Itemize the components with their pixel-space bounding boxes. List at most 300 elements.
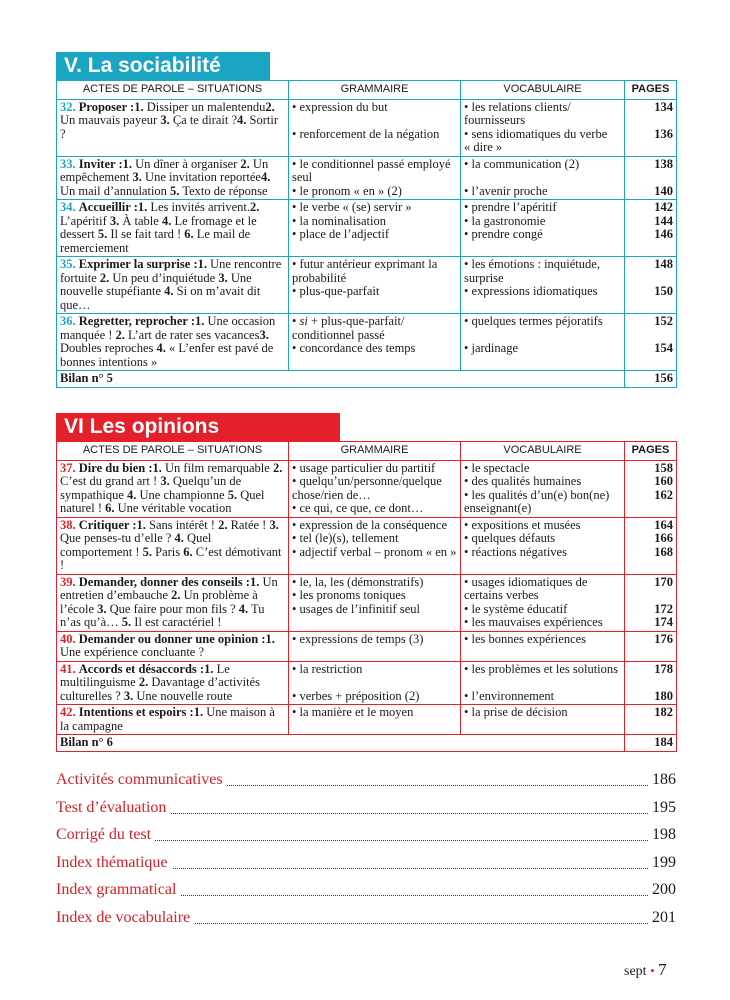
pages-cell-line: 136 bbox=[654, 126, 673, 141]
grammaire-cell-line: • quelqu’un/personne/quelque bbox=[292, 474, 442, 488]
situation-number: 6. bbox=[183, 544, 193, 559]
pages-cell-line bbox=[628, 676, 673, 690]
situation-label: Que faire pour mon fils ? bbox=[106, 601, 239, 616]
situation-number: 6. bbox=[105, 501, 115, 515]
vocabulaire-cell-line: • les relations clients/ bbox=[464, 99, 571, 114]
pages-cell-line: 134 bbox=[654, 99, 673, 114]
situation-number: 3. bbox=[259, 327, 269, 342]
situation-number: 3. bbox=[97, 601, 107, 616]
header-grammaire: GRAMMAIRE bbox=[289, 81, 461, 100]
table-row bbox=[57, 517, 677, 574]
grammaire-cell-line: • le pronom « en » (2) bbox=[292, 183, 402, 198]
situation-number: 2. bbox=[240, 156, 250, 171]
situation-number: 4. bbox=[238, 601, 249, 616]
vocabulaire-cell bbox=[461, 705, 625, 735]
unit-title: Proposer : bbox=[78, 99, 135, 114]
toc-item[interactable] bbox=[56, 909, 676, 935]
pages-cell-line bbox=[628, 329, 673, 343]
pages-cell bbox=[625, 631, 677, 661]
grammaire-cell bbox=[289, 200, 461, 257]
situation-number: 2. bbox=[218, 517, 228, 532]
grammaire-cell-line: • le, la, les (démonstratifs) bbox=[292, 574, 424, 589]
pages-cell-line bbox=[628, 114, 673, 128]
table-row bbox=[57, 257, 677, 314]
situation-label: Une maison à la campagne bbox=[60, 705, 275, 733]
situation-label: Un empêchement bbox=[60, 156, 269, 184]
section-title: V. La sociabilité bbox=[56, 52, 270, 80]
vocabulaire-cell-line: • la gastronomie bbox=[464, 213, 546, 228]
unit-number: 33. bbox=[60, 156, 76, 171]
pages-cell bbox=[625, 517, 677, 574]
situation-number: 2. bbox=[265, 99, 275, 114]
vocabulaire-cell-line bbox=[464, 676, 621, 690]
pages-cell-line bbox=[628, 171, 673, 185]
grammaire-cell bbox=[289, 257, 461, 314]
situation-label: L’apéritif bbox=[60, 213, 110, 228]
table-row bbox=[57, 200, 677, 257]
grammaire-cell-line: • verbes + préposition (2) bbox=[292, 688, 420, 703]
situation-label: Si on m’avait dit que… bbox=[60, 284, 261, 312]
situation-number: 1. bbox=[204, 661, 214, 676]
actes-cell bbox=[57, 661, 289, 705]
pages-cell-line: 140 bbox=[654, 183, 673, 198]
situation-number: 4. bbox=[174, 531, 184, 545]
toc-label: Activités communicatives bbox=[56, 771, 227, 789]
situation-number: 5. bbox=[142, 544, 152, 559]
situation-label: Ça te dirait ? bbox=[169, 113, 238, 127]
vocabulaire-cell-line: • le système éducatif bbox=[464, 601, 568, 616]
grammaire-cell-line: • ce qui, ce que, ce dont… bbox=[292, 501, 424, 515]
grammaire-cell-line: • la restriction bbox=[292, 661, 363, 676]
pages-cell-line: 182 bbox=[654, 705, 673, 719]
header-actes: ACTES DE PAROLE – SITUATIONS bbox=[57, 442, 289, 461]
grammaire-cell-line: • la manière et le moyen bbox=[292, 705, 414, 719]
pages-cell-line: 178 bbox=[654, 661, 673, 676]
situation-number: 4. bbox=[237, 113, 247, 127]
pages-cell-line: 152 bbox=[654, 314, 673, 328]
table-row bbox=[57, 574, 677, 631]
situation-label: Il se fait tard ! bbox=[107, 227, 185, 241]
grammaire-cell-line: • le verbe « (se) servir » bbox=[292, 200, 412, 214]
unit-title: Critiquer : bbox=[78, 517, 137, 532]
table-row bbox=[57, 314, 677, 371]
vocabulaire-cell bbox=[461, 99, 625, 156]
pages-cell bbox=[625, 705, 677, 735]
pages-cell-line: 166 bbox=[654, 531, 673, 545]
grammaire-cell bbox=[289, 574, 461, 631]
situation-label: Ratée ! bbox=[227, 517, 270, 532]
vocabulaire-cell-line: • quelques défauts bbox=[464, 531, 556, 545]
pages-cell-line: 162 bbox=[654, 487, 673, 502]
bilan-page: 184 bbox=[625, 735, 677, 752]
situation-label: Quel naturel ! bbox=[60, 487, 265, 515]
situation-number: 6. bbox=[184, 227, 194, 241]
toc-item[interactable] bbox=[56, 826, 676, 852]
situation-label: Un problème à l’école bbox=[60, 588, 258, 616]
actes-cell bbox=[57, 257, 289, 314]
unit-title: Demander, donner des conseils : bbox=[78, 574, 250, 589]
unit-title: Accords et désaccords : bbox=[78, 661, 205, 676]
situation-number: 1. bbox=[249, 574, 260, 589]
vocabulaire-cell-line: • les mauvaises expériences bbox=[464, 615, 603, 629]
table-header bbox=[57, 442, 677, 461]
situation-label: Une nouvelle route bbox=[133, 688, 233, 703]
unit-number: 41. bbox=[60, 661, 76, 676]
situation-number: 5. bbox=[97, 227, 108, 241]
situation-label: Un mail d’annulation bbox=[60, 183, 171, 198]
table-row bbox=[57, 156, 677, 200]
pages-cell bbox=[625, 99, 677, 156]
grammaire-cell-line: • expressions de temps (3) bbox=[292, 631, 424, 646]
actes-cell bbox=[57, 156, 289, 200]
vocabulaire-cell-line: • expressions idiomatiques bbox=[464, 284, 598, 298]
pages-cell-line: 148 bbox=[654, 257, 673, 271]
vocabulaire-cell-line: • les émotions : inquiétude, bbox=[464, 257, 600, 271]
situation-number: 2. bbox=[99, 270, 110, 285]
unit-title: Demander ou donner une opinion : bbox=[78, 631, 266, 646]
grammaire-cell-line: • le conditionnel passé employé bbox=[292, 156, 451, 171]
toc-label: Index thématique bbox=[56, 854, 172, 872]
situation-label: Le multilinguisme bbox=[60, 661, 230, 689]
vocabulaire-cell-line: • l’environnement bbox=[464, 688, 555, 703]
vocabulaire-cell-line: enseignant(e) bbox=[464, 501, 532, 515]
unit-title: Dire du bien : bbox=[78, 460, 153, 475]
grammaire-cell-line: probabilité bbox=[292, 270, 347, 285]
vocabulaire-cell-line: • le spectacle bbox=[464, 460, 530, 475]
grammaire-cell-line: • renforcement de la négation bbox=[292, 126, 440, 141]
situation-number: 3. bbox=[109, 213, 120, 228]
vocabulaire-cell bbox=[461, 574, 625, 631]
unit-title: Accueillir : bbox=[78, 200, 138, 214]
situation-label: Le mail de remerciement bbox=[60, 227, 251, 255]
bilan-row bbox=[57, 371, 677, 388]
page-number: 7 bbox=[658, 960, 667, 979]
vocabulaire-cell bbox=[461, 257, 625, 314]
header-vocabulaire: VOCABULAIRE bbox=[461, 81, 625, 100]
unit-number: 40. bbox=[60, 631, 76, 646]
situation-number: 1. bbox=[122, 156, 132, 171]
situation-label: Le fromage et le dessert bbox=[60, 213, 257, 241]
situation-number: 3. bbox=[218, 270, 228, 285]
toc-item[interactable] bbox=[56, 771, 676, 797]
pages-cell bbox=[625, 257, 677, 314]
situation-number: 2. bbox=[138, 675, 149, 689]
section-title: VI Les opinions bbox=[56, 413, 340, 441]
unit-number: 42. bbox=[60, 705, 76, 719]
situation-number: 2. bbox=[115, 327, 125, 342]
grammaire-cell-line: • adjectif verbal – pronom « en » bbox=[292, 544, 457, 559]
grammaire-cell-line bbox=[292, 114, 457, 128]
pages-cell-line: 158 bbox=[654, 460, 673, 475]
pages-cell-line: 142 bbox=[654, 200, 673, 214]
actes-cell bbox=[57, 517, 289, 574]
actes-cell bbox=[57, 99, 289, 156]
header-pages: PAGES bbox=[625, 81, 677, 100]
unit-title: Exprimer la surprise : bbox=[78, 257, 198, 271]
pages-cell bbox=[625, 156, 677, 200]
unit-number: 36. bbox=[60, 314, 76, 328]
bilan-row bbox=[57, 735, 677, 752]
situation-label: Une occasion manquée ! bbox=[60, 314, 276, 342]
pages-cell-line: 172 bbox=[654, 601, 673, 616]
vocabulaire-cell-line: • la prise de décision bbox=[464, 705, 568, 719]
situation-label: Paris bbox=[152, 544, 184, 559]
situation-number: 1. bbox=[134, 99, 144, 114]
toc-label: Corrigé du test bbox=[56, 826, 155, 844]
unit-number: 37. bbox=[60, 460, 76, 475]
table-row bbox=[57, 631, 677, 661]
grammaire-cell bbox=[289, 705, 461, 735]
pages-cell-line: 138 bbox=[654, 156, 673, 171]
situation-number: 3. bbox=[132, 170, 142, 184]
situation-number: 1. bbox=[197, 257, 207, 271]
grammaire-cell bbox=[289, 631, 461, 661]
situation-label: Une invitation reportée bbox=[141, 170, 261, 184]
situation-number: 4. bbox=[161, 213, 172, 228]
situation-number: 3. bbox=[160, 474, 170, 488]
pages-cell-line: 164 bbox=[654, 517, 673, 532]
vocabulaire-cell bbox=[461, 517, 625, 574]
situation-number: 4. bbox=[164, 284, 174, 298]
vocabulaire-cell bbox=[461, 631, 625, 661]
grammaire-cell-line: • place de l’adjectif bbox=[292, 227, 390, 241]
grammaire-cell-line: • la nominalisation bbox=[292, 213, 386, 228]
actes-cell bbox=[57, 574, 289, 631]
actes-cell bbox=[57, 460, 289, 517]
grammaire-cell-line: • tel (le)(s), tellement bbox=[292, 531, 399, 545]
vocabulaire-cell-line: • quelques termes péjoratifs bbox=[464, 314, 603, 328]
unit-title: Regretter, reprocher : bbox=[78, 314, 196, 328]
grammaire-cell-line: + plus-que-parfait/ bbox=[307, 314, 405, 328]
table-row bbox=[57, 661, 677, 705]
table-row bbox=[57, 99, 677, 156]
bilan-page: 156 bbox=[625, 371, 677, 388]
situation-label: Quelqu’un de sympathique bbox=[60, 474, 242, 502]
pages-cell bbox=[625, 314, 677, 371]
toc-page: 186 bbox=[648, 771, 676, 789]
page-word: sept bbox=[624, 964, 647, 979]
vocabulaire-cell-line bbox=[464, 171, 621, 185]
grammaire-cell-line bbox=[292, 315, 457, 329]
unit-title: Intentions et espoirs : bbox=[78, 705, 194, 719]
vocabulaire-cell-line: • les qualités d’un(e) bon(ne) bbox=[464, 487, 610, 502]
situation-number: 3. bbox=[160, 113, 170, 127]
toc-page: 195 bbox=[648, 799, 676, 817]
situation-label: C’est du grand art ! bbox=[60, 474, 161, 488]
grammaire-cell bbox=[289, 661, 461, 705]
situation-number: 2. bbox=[250, 200, 260, 214]
grammaire-cell bbox=[289, 460, 461, 517]
situation-number: 1. bbox=[265, 631, 275, 646]
header-pages: PAGES bbox=[625, 442, 677, 461]
situation-label: Un peu d’inquiétude bbox=[109, 270, 219, 285]
vocabulaire-cell-line: « dire » bbox=[464, 140, 503, 154]
situation-label: C’est démotivant ! bbox=[60, 544, 282, 572]
vocabulaire-cell-line: • prendre l’apéritif bbox=[464, 200, 557, 214]
situation-label: Quel comportement ! bbox=[60, 531, 212, 559]
vocabulaire-cell-line: • sens idiomatiques du verbe bbox=[464, 126, 608, 141]
vocabulaire-cell-line: • réactions négatives bbox=[464, 544, 567, 559]
situation-label: Une nouvelle stupéfiante bbox=[60, 270, 252, 298]
situation-number: 5. bbox=[227, 487, 238, 502]
situation-label: Davantage d’activités culturelles ? bbox=[60, 675, 260, 703]
header-vocabulaire: VOCABULAIRE bbox=[461, 442, 625, 461]
vocabulaire-cell-line: • usages idiomatiques de bbox=[464, 574, 588, 589]
grammaire-cell-line: • expression de la conséquence bbox=[292, 517, 448, 532]
pages-cell-line bbox=[628, 589, 673, 603]
grammaire-cell-line: conditionnel passé bbox=[292, 327, 385, 342]
pages-cell-line: 144 bbox=[654, 213, 673, 228]
situation-label: Dissiper un malentendu bbox=[143, 99, 266, 114]
vocabulaire-cell bbox=[461, 314, 625, 371]
situation-label: Un film remarquable bbox=[161, 460, 273, 475]
bullet-icon: • bbox=[292, 314, 300, 328]
pages-cell bbox=[625, 574, 677, 631]
situation-label: Tu n’as qu’à… bbox=[60, 601, 265, 629]
unit-number: 38. bbox=[60, 517, 76, 532]
toc-label: Index grammatical bbox=[56, 881, 180, 899]
unit-number: 32. bbox=[60, 99, 76, 114]
vocabulaire-cell-line: • des qualités humaines bbox=[464, 474, 582, 488]
situation-number: 1. bbox=[136, 517, 146, 532]
situation-label: Sans intérêt ! bbox=[145, 517, 219, 532]
grammaire-cell-line: chose/rien de… bbox=[292, 487, 371, 502]
situation-number: 1. bbox=[152, 460, 162, 475]
situation-number: 4. bbox=[260, 170, 271, 184]
toc-item[interactable] bbox=[56, 881, 676, 907]
vocabulaire-cell-line: • l’avenir proche bbox=[464, 183, 548, 198]
grammaire-cell-line: • les pronoms toniques bbox=[292, 588, 406, 602]
situation-label: Que penses-tu d’elle ? bbox=[60, 531, 175, 545]
grammar-si: si bbox=[299, 314, 308, 328]
actes-cell bbox=[57, 200, 289, 257]
situation-label: Un mauvais payeur bbox=[60, 113, 161, 127]
header-actes: ACTES DE PAROLE – SITUATIONS bbox=[57, 81, 289, 100]
pages-cell-line: 170 bbox=[654, 574, 673, 589]
situation-number: 3. bbox=[269, 517, 279, 532]
pages-cell-line: 150 bbox=[654, 284, 673, 298]
situation-number: 5. bbox=[121, 615, 132, 629]
actes-cell bbox=[57, 314, 289, 371]
bullet-icon: • bbox=[650, 963, 655, 978]
situation-label: Les invités arrivent. bbox=[147, 200, 250, 214]
table-row bbox=[57, 460, 677, 517]
situation-number: 1. bbox=[195, 314, 205, 328]
vocabulaire-cell-line: • expositions et musées bbox=[464, 517, 581, 532]
vocabulaire-cell-line: fournisseurs bbox=[464, 113, 526, 127]
situation-number: 4. bbox=[156, 341, 166, 355]
situation-label: Sortir ? bbox=[60, 113, 279, 141]
grammaire-cell-line: • plus-que-parfait bbox=[292, 284, 380, 298]
toc-label: Index de vocabulaire bbox=[56, 909, 194, 927]
page-footer bbox=[624, 960, 667, 980]
pages-cell-line: 154 bbox=[654, 341, 673, 355]
vocabulaire-cell bbox=[461, 661, 625, 705]
vocabulaire-cell-line: • la communication (2) bbox=[464, 156, 580, 171]
situation-label: Une championne bbox=[136, 487, 228, 502]
situation-label: « L’enfer est pavé de bonnes intentions » bbox=[60, 341, 274, 369]
contents-table bbox=[56, 441, 677, 752]
toc-page: 198 bbox=[648, 826, 676, 844]
situation-label: Texto de réponse bbox=[179, 183, 268, 198]
unit-number: 35. bbox=[60, 257, 76, 271]
situation-label: Doubles reproches bbox=[60, 341, 157, 355]
pages-cell-line: 160 bbox=[654, 474, 673, 488]
grammaire-cell-line: • usages de l’infinitif seul bbox=[292, 601, 420, 616]
vocabulaire-cell-line: • jardinage bbox=[464, 341, 519, 355]
grammaire-cell-line: • usage particulier du partitif bbox=[292, 460, 436, 475]
vocabulaire-cell bbox=[461, 200, 625, 257]
section-sociabilite bbox=[56, 52, 676, 388]
table-header bbox=[57, 81, 677, 100]
situation-label: Il est caractériel ! bbox=[131, 615, 222, 629]
situation-label: Une expérience concluante ? bbox=[60, 645, 205, 659]
grammaire-cell-line: seul bbox=[292, 170, 313, 184]
unit-number: 39. bbox=[60, 574, 76, 589]
pages-cell-line: 146 bbox=[654, 227, 673, 241]
pages-cell-line: 174 bbox=[654, 615, 673, 629]
situation-number: 1. bbox=[137, 200, 148, 214]
situation-number: 3. bbox=[123, 688, 134, 703]
toc-page: 201 bbox=[648, 909, 676, 927]
actes-cell bbox=[57, 705, 289, 735]
vocabulaire-cell-line bbox=[464, 329, 621, 343]
actes-cell bbox=[57, 631, 289, 661]
situation-label: Une véritable vocation bbox=[114, 501, 232, 515]
vocabulaire-cell bbox=[461, 460, 625, 517]
table-row bbox=[57, 705, 677, 735]
unit-number: 34. bbox=[60, 200, 76, 214]
vocabulaire-cell-line: • les bonnes expériences bbox=[464, 631, 587, 646]
grammaire-cell bbox=[289, 517, 461, 574]
situation-label: L’art de rater ses vacances bbox=[124, 327, 260, 342]
situation-label: Un entretien d’embauche bbox=[60, 574, 278, 602]
vocabulaire-cell-line: surprise bbox=[464, 270, 504, 285]
vocabulaire-cell-line: • les problèmes et les solutions bbox=[464, 661, 619, 676]
unit-title: Inviter : bbox=[78, 156, 123, 171]
situation-label: À table bbox=[119, 213, 162, 228]
toc-item[interactable] bbox=[56, 799, 676, 825]
situation-number: 2. bbox=[272, 460, 283, 475]
toc-page: 200 bbox=[648, 881, 676, 899]
situation-number: 4. bbox=[127, 487, 137, 502]
grammaire-cell bbox=[289, 314, 461, 371]
vocabulaire-cell-line: • prendre congé bbox=[464, 227, 543, 241]
pages-cell-line: 176 bbox=[654, 631, 673, 646]
grammaire-cell-line: • futur antérieur exprimant la bbox=[292, 257, 438, 271]
toc-page: 199 bbox=[648, 854, 676, 872]
pages-cell bbox=[625, 460, 677, 517]
grammaire-cell bbox=[289, 99, 461, 156]
header-grammaire: GRAMMAIRE bbox=[289, 442, 461, 461]
grammaire-cell-line bbox=[292, 676, 457, 690]
situation-label: Un dîner à organiser bbox=[132, 156, 241, 171]
section-opinions bbox=[56, 413, 676, 752]
vocabulaire-cell-line: certains verbes bbox=[464, 588, 539, 602]
bilan-label: Bilan n° 6 bbox=[57, 735, 625, 752]
pages-cell bbox=[625, 661, 677, 705]
grammaire-cell bbox=[289, 156, 461, 200]
pages-cell-line: 168 bbox=[654, 544, 673, 559]
situation-number: 2. bbox=[171, 588, 181, 602]
pages-cell-line: 180 bbox=[654, 688, 673, 703]
bilan-label: Bilan n° 5 bbox=[57, 371, 625, 388]
grammaire-cell-line: • concordance des temps bbox=[292, 341, 416, 355]
toc-item[interactable] bbox=[56, 854, 676, 880]
situation-label: Une rencontre fortuite bbox=[60, 257, 282, 285]
toc-label: Test d’évaluation bbox=[56, 799, 170, 817]
pages-cell-line bbox=[628, 272, 673, 286]
